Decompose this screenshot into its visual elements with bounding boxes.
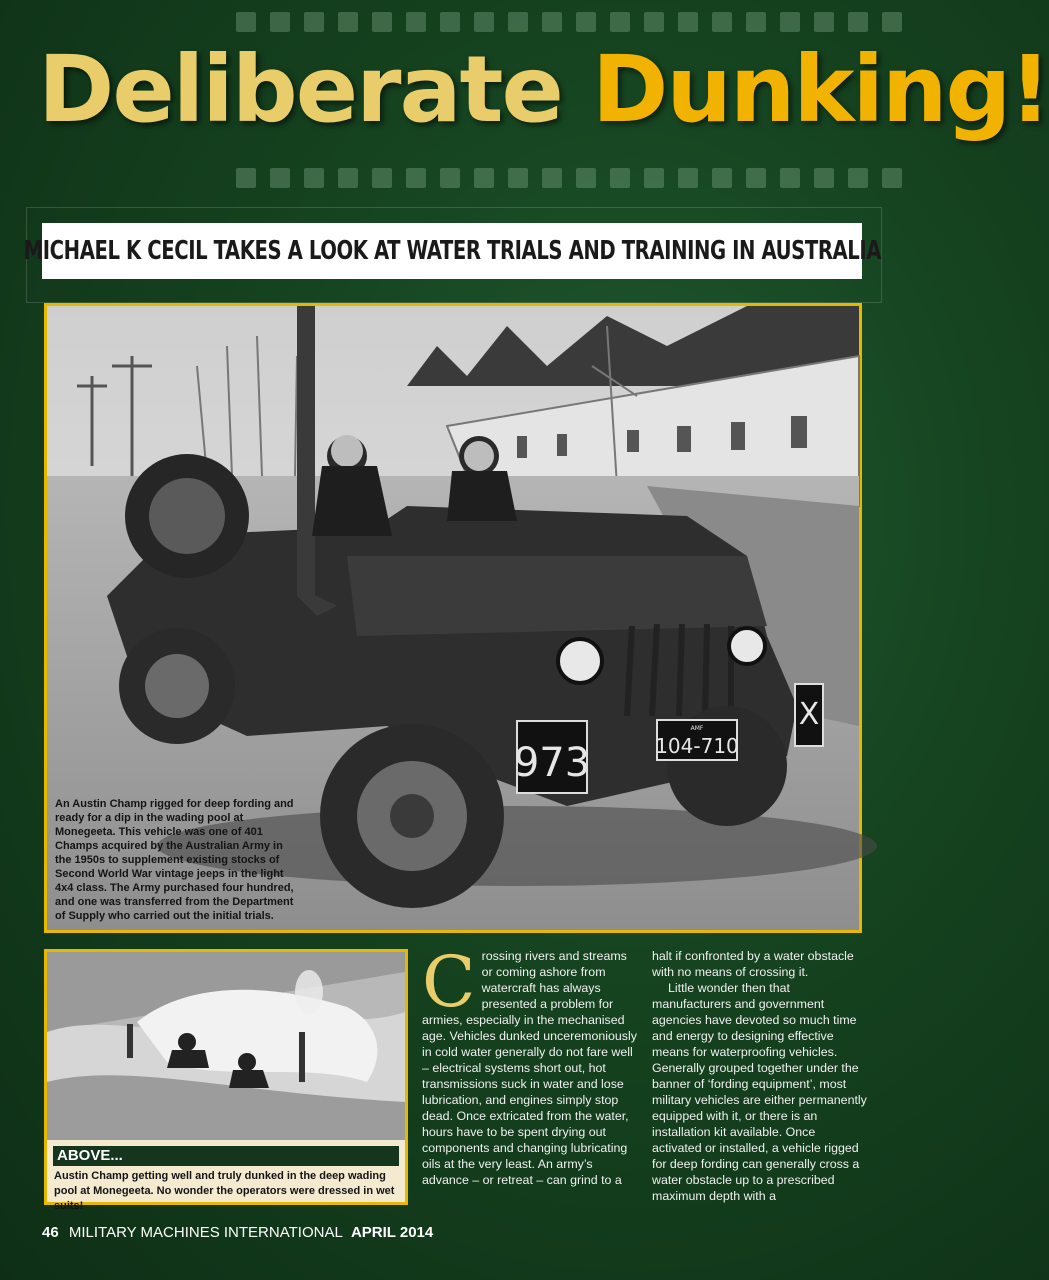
drop-cap: C — [422, 941, 476, 1023]
wading-pool-photo — [47, 952, 405, 1140]
article-subtitle: MICHAEL K CECIL TAKES A LOOK AT WATER TRIALS AND TRAINING IN AUSTRALIA — [23, 236, 881, 266]
page-title — [38, 36, 1049, 143]
article-text-col2-p1: halt if confronted by a water obstacle with no means of crossing it. — [652, 949, 854, 979]
subtitle-box — [23, 223, 881, 279]
above-label: ABOVE... — [53, 1146, 399, 1166]
article-text-col2-p2: Little wonder then that manufacturers and government agencies have devoted so much time and energy to designing effective means for waterproofing vehicles. Generally grouped together under the banner of ‘fording equipment’, most military vehicles are either permanently equipped with it, or there is an installation kit available. Once activated or installed, a vehicle rigged for deep fording can generally cross a water obstacle up to a prescribed maximum depth with a — [652, 981, 867, 1203]
article-column-1 — [422, 941, 638, 1188]
issue-date: APRIL 2014 — [350, 1224, 434, 1241]
registration-prefix: AMF — [690, 725, 704, 732]
page-footer — [42, 1224, 433, 1241]
inset-caption-text: Austin Champ getting well and truly dunked in the deep wading pool at Monegeeta. No wonder the operators were dressed in wet suits! — [54, 1170, 395, 1212]
inset-caption-panel — [44, 1140, 408, 1212]
registration-plate: 104-710 — [655, 734, 739, 758]
main-photo-caption: An Austin Champ rigged for deep fording and ready for a dip in the wading pool at Monegeeta. This vehicle was one of 401 Champs acquired by the Australian Army in the 1950s to supplement existing stocks of Second World War vintage jeeps in the light 4x4 class. The Army purchased four hundred, and one was transferred from the Department of Supply who carried out the initial trials. — [55, 798, 294, 922]
inset-photo — [44, 949, 408, 1143]
title-word-deliberate: Deliberate — [38, 36, 562, 143]
unit-plate-number: 973 — [513, 740, 591, 786]
article-column-2 — [652, 948, 868, 1204]
title-word-dunking: Dunking! — [591, 36, 1049, 143]
film-strip-bottom — [230, 168, 904, 188]
plate-mark: X — [798, 697, 820, 732]
magazine-name: MILITARY MACHINES INTERNATIONAL — [68, 1224, 343, 1241]
page-number: 46 — [42, 1224, 59, 1241]
film-strip-top — [230, 12, 904, 32]
article-text-col1: rossing rivers and streams or coming ashore from watercraft has always presented a problem for armies, especially in the mechanised age. Vehicles dunked unceremoniously in cold water generally do not fare well – electrical systems short out, hot transmissions suck in water and lose lubrication, and engines simply stop dead. Once extricated from the water, hours have to be spent drying out components and changing lubricating oils at the very least. An army’s advance – or retreat – can grind to a — [422, 949, 637, 1187]
